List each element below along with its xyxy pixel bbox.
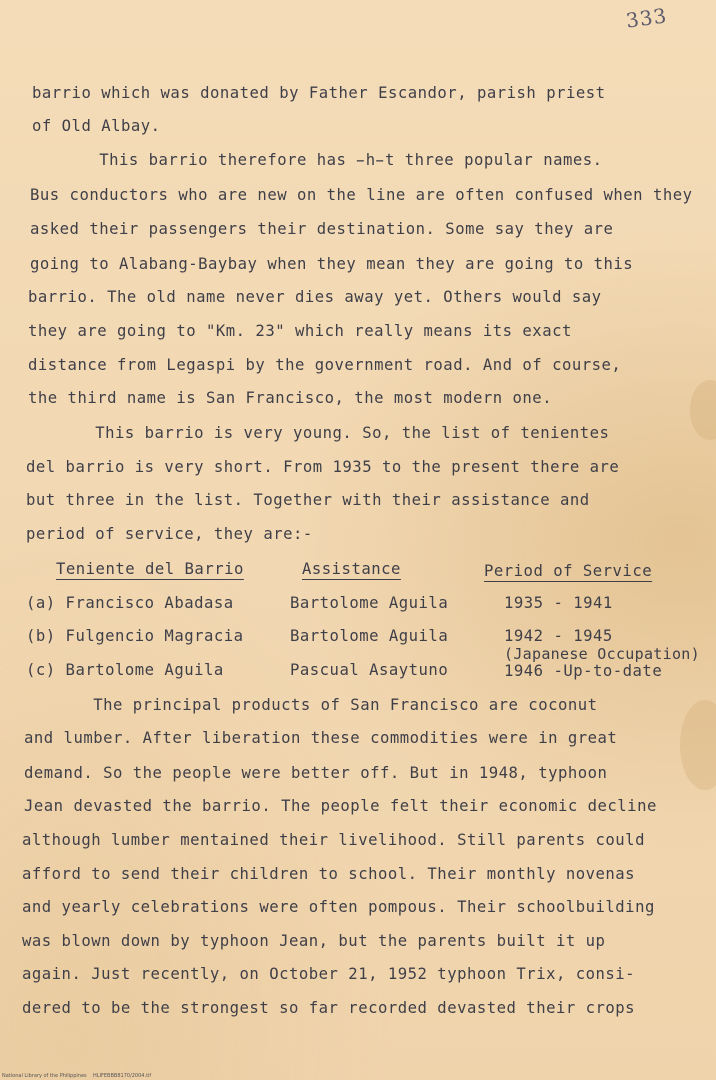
text-line: was blown down by typhoon Jean, but the parents built it up [22,932,606,950]
table-cell-teniente: (b) Fulgencio Magracia [26,627,244,645]
table-header-teniente: Teniente del Barrio [56,560,244,578]
table-cell-period: 1946 -Up-to-date [504,662,663,680]
text-line: Bus conductors who are new on the line are often confused when they [30,186,693,204]
text-line: going to Alabang-Baybay when they mean they are going to this [30,255,634,273]
archive-footer: National Library of the Philippines HLIFEBBB8170/2004.tif [2,1073,152,1079]
text-line: and lumber. After liberation these commodities were in great [24,729,618,747]
table-cell-period: 1935 - 1941 [504,594,613,612]
text-line: of Old Albay. [32,117,161,135]
text-line: demand. So the people were better off. But in 1948, typhoon [24,764,608,782]
text-line: period of service, they are:- [26,525,313,543]
table-cell-teniente: (a) Francisco Abadasa [26,594,234,612]
paper-stain [690,380,716,440]
text-line: dered to be the strongest so far recorded devasted their crops [22,999,636,1017]
table-header-period: Period of Service [484,562,653,580]
text-line: afford to send their children to school. Their monthly novenas [22,865,636,883]
text-line: but three in the list. Together with their assistance and [26,491,590,509]
text-line: they are going to "Km. 23" which really means its exact [28,322,572,340]
paper-stain [680,700,716,790]
text-line: This barrio is very young. So, the list of tenientes [26,424,610,442]
text-line: barrio. The old name never dies away yet. Others would say [28,288,602,306]
text-line: the third name is San Francisco, the most modern one. [28,389,553,407]
text-line: asked their passengers their destination. Some say they are [30,220,614,238]
text-line: although lumber mentained their livelihood. Still parents could [22,831,645,849]
table-cell-assistance: Pascual Asaytuno [290,661,449,679]
text-line: again. Just recently, on October 21, 1952 typhoon Trix, consi- [22,965,636,983]
page-number: 333 [624,3,669,33]
table-cell-note: (Japanese Occupation) [504,645,700,663]
text-line: distance from Legaspi by the government road. And of course, [28,356,622,374]
table-cell-period: 1942 - 1945 [504,627,613,645]
table-cell-teniente: (c) Bartolome Aguila [26,661,224,679]
text-line: and yearly celebrations were often pompous. Their schoolbuilding [22,898,655,916]
text-line: barrio which was donated by Father Escandor, parish priest [32,84,606,102]
text-line: This barrio therefore has ̵h̵t three popular names. [30,151,603,169]
table-cell-assistance: Bartolome Aguila [290,594,449,612]
text-line: Jean devasted the barrio. The people felt their economic decline [24,797,657,815]
text-line: del barrio is very short. From 1935 to the present there are [26,458,620,476]
table-cell-assistance: Bartolome Aguila [290,627,449,645]
text-line: The principal products of San Francisco are coconut [24,696,598,714]
table-header-assistance: Assistance [302,560,401,578]
